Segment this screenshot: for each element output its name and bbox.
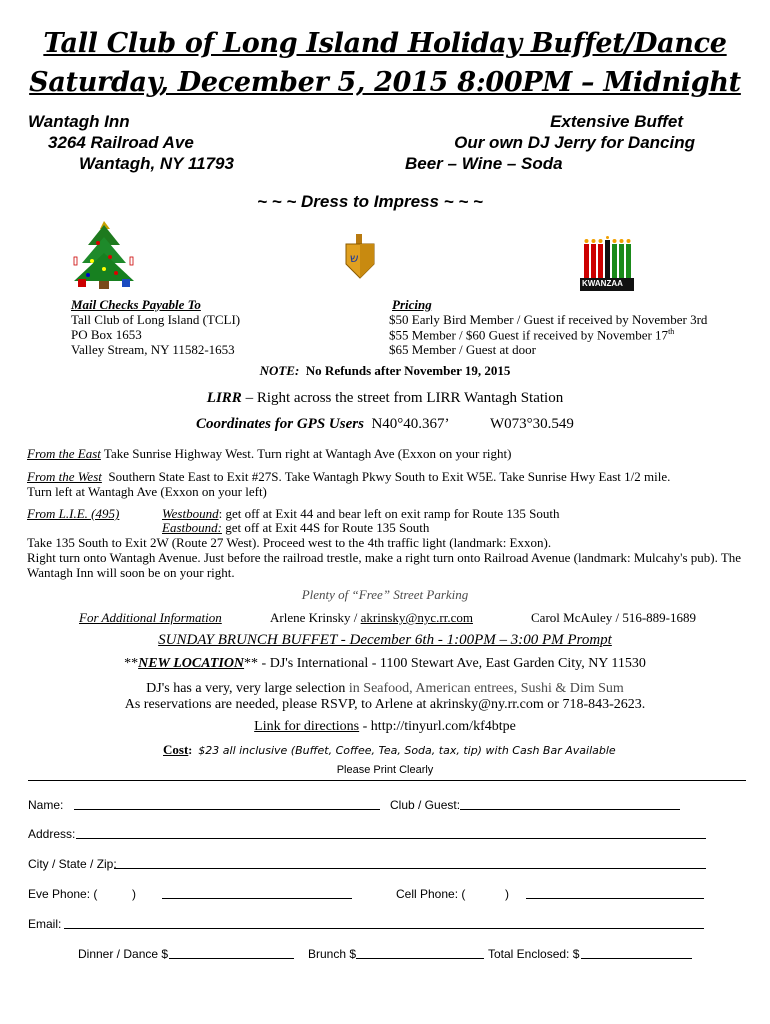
- dinner-dance-field[interactable]: [169, 946, 294, 959]
- cell-phone-label: Cell Phone: (: [396, 887, 466, 901]
- checks-city: Valley Stream, NY 11582-1653: [71, 342, 235, 357]
- directions-right-turn: Right turn onto Wantagh Avenue. Just before the railroad trestle, make a right turn onto Railroad Avenue (landmark: Mulcahy's pub). The: [27, 550, 742, 565]
- refund-note: NOTE: No Refunds after November 19, 2015: [259, 363, 511, 378]
- form-divider: [28, 780, 746, 781]
- checks-po-box: PO Box 1653: [71, 327, 142, 342]
- feature-dj: Our own DJ Jerry for Dancing: [454, 133, 695, 152]
- gps-west: W073°30.549: [490, 416, 574, 432]
- club-guest-field[interactable]: [460, 797, 680, 810]
- brunch-cost: Cost: $23 all inclusive (Buffet, Coffee, Tea, Soda, tax, tip) with Cash Bar Available: [163, 742, 616, 757]
- contact-arlene: Arlene Krinsky / akrinsky@nyc.rr.com: [270, 610, 473, 625]
- directions-route135: Take 135 South to Exit 2W (Route 27 West). Proceed west to the 4th traffic light (landmark: Exxon).: [27, 535, 552, 550]
- venue-name: Wantagh Inn: [28, 112, 130, 131]
- eve-phone-field[interactable]: [162, 886, 352, 899]
- venue-street: 3264 Railroad Ave: [48, 133, 194, 152]
- brunch-title: SUNDAY BRUNCH BUFFET - December 6th - 1:00PM – 3:00 PM Prompt: [158, 632, 612, 648]
- contact-carol: Carol McAuley / 516-889-1689: [531, 610, 697, 625]
- directions-lie: From L.I.E. (495): [27, 506, 120, 521]
- name-label: Name:: [28, 798, 64, 812]
- lirr-info: LIRR – Right across the street from LIRR Wantagh Station: [206, 390, 564, 406]
- christmas-tree-icon: [70, 215, 138, 296]
- svg-text:ש: ש: [350, 251, 359, 265]
- parking-note: Plenty of “Free” Street Parking: [301, 587, 469, 602]
- address-field[interactable]: [76, 826, 706, 839]
- feature-drinks: Beer – Wine – Soda: [405, 154, 563, 173]
- event-title: Tall Club of Long Island Holiday Buffet/Dance: [43, 28, 727, 59]
- cell-phone-field[interactable]: [526, 886, 704, 899]
- name-field[interactable]: [74, 797, 380, 810]
- print-instructions: Please Print Clearly: [336, 764, 434, 776]
- pricing-member: $55 Member / $60 Guest if received by November 17th: [389, 327, 675, 343]
- total-enclosed-field[interactable]: [581, 946, 692, 959]
- contact-arlene-email[interactable]: akrinsky@nyc.rr.com: [360, 610, 473, 625]
- brunch-directions: Link for directions - http://tinyurl.com/kf4btpe: [254, 719, 516, 734]
- total-enclosed-label: Total Enclosed: $: [488, 947, 580, 961]
- checks-heading: Mail Checks Payable To: [71, 297, 201, 312]
- pricing-heading: Pricing: [392, 297, 432, 312]
- feature-buffet: Extensive Buffet: [550, 112, 683, 131]
- brunch-amount-field[interactable]: [356, 946, 484, 959]
- gps-coordinates: Coordinates for GPS Users N40°40.367’: [196, 416, 450, 432]
- club-guest-label: Club / Guest:: [390, 798, 461, 812]
- checks-payee: Tall Club of Long Island (TCLI): [71, 312, 241, 327]
- brunch-location: **NEW LOCATION** - DJ's International - 1100 Stewart Ave, East Garden City, NY 11530: [124, 656, 646, 671]
- kwanzaa-label: KWANZAA: [582, 279, 623, 288]
- directions-east: From the East Take Sunrise Highway West. Turn right at Wantagh Ave (Exxon on your right): [27, 446, 512, 461]
- directions-link[interactable]: Link for directions: [254, 719, 360, 734]
- directions-eastbound: Eastbound: get off at Exit 44S for Route 135 South: [162, 520, 430, 535]
- pricing-early-bird: $50 Early Bird Member / Guest if received by November 3rd: [389, 312, 708, 327]
- city-state-zip-label: City / State / Zip:: [28, 857, 117, 871]
- dress-code: ~ ~ ~ Dress to Impress ~ ~ ~: [257, 192, 483, 211]
- pricing-door: $65 Member / Guest at door: [389, 342, 536, 357]
- directions-west-cont: Turn left at Wantagh Ave (Exxon on your left): [27, 484, 267, 499]
- email-label: Email:: [28, 917, 62, 931]
- cell-phone-paren: ): [505, 887, 509, 901]
- directions-inn: Wantagh Inn will soon be on your right.: [27, 565, 235, 580]
- kwanzaa-kinara-icon: [578, 236, 634, 297]
- eve-phone-paren: ): [132, 887, 136, 901]
- venue-city: Wantagh, NY 11793: [79, 154, 234, 173]
- eve-phone-label: Eve Phone: (: [28, 887, 98, 901]
- dreidel-icon: [340, 234, 380, 285]
- directions-westbound: Westbound: get off at Exit 44 and bear left on exit ramp for Route 135 South: [162, 506, 560, 521]
- dinner-dance-label: Dinner / Dance $: [78, 947, 169, 961]
- info-label: For Additional Information: [79, 610, 222, 625]
- directions-west: From the West Southern State East to Exit #27S. Take Wantagh Pkwy South to Exit W5E. Take Sunrise Hwy East 1/2 mile.: [27, 469, 671, 484]
- city-state-zip-field[interactable]: [114, 856, 706, 869]
- brunch-description: DJ's has a very, very large selection in Seafood, American entrees, Sushi & Dim Sum: [146, 681, 624, 696]
- event-date: Saturday, December 5, 2015 8:00PM – Midnight: [29, 67, 741, 98]
- brunch-label: Brunch $: [308, 947, 357, 961]
- email-field[interactable]: [64, 916, 704, 929]
- address-label: Address:: [28, 827, 76, 841]
- brunch-rsvp: As reservations are needed, please RSVP, to Arlene at akrinsky@ny.rr.com or 718-843-2623.: [124, 697, 646, 712]
